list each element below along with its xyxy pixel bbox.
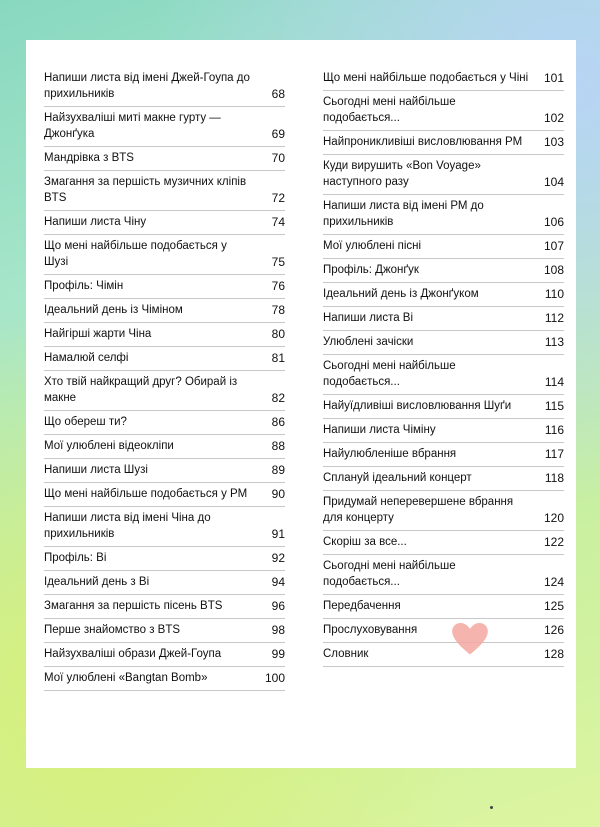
toc-entry[interactable] (44, 371, 285, 411)
toc-entry[interactable] (44, 435, 285, 459)
toc-entry-page: 98 (271, 623, 285, 637)
toc-entry-page: 126 (543, 623, 564, 637)
toc-entry-page: 124 (543, 575, 564, 589)
toc-entry[interactable] (323, 491, 564, 531)
toc-entry[interactable] (44, 643, 285, 667)
toc-entry[interactable] (44, 347, 285, 371)
toc-entry-page: 114 (544, 375, 564, 389)
toc-entry-page: 110 (544, 287, 564, 301)
toc-entry[interactable] (323, 531, 564, 555)
toc-right-column (323, 67, 564, 667)
toc-entry-title: Перше знайомство з BTS (44, 624, 181, 636)
toc-entry-title: Напиши листа від імені Джей-Гоупа до прихильників (44, 72, 250, 100)
toc-entry-page: 117 (544, 447, 564, 461)
toc-entry[interactable] (323, 91, 564, 131)
toc-entry[interactable] (44, 483, 285, 507)
toc-entry-title: Найуїдливіші висловлювання Шуґи (323, 400, 512, 412)
toc-entry-title: Напиши листа від імені Чіна до прихильників (44, 512, 211, 540)
toc-entry-page: 86 (271, 415, 285, 429)
toc-entry-title: Ідеальний день із Чіміном (44, 304, 183, 316)
toc-entry[interactable] (323, 131, 564, 155)
toc-entry[interactable] (323, 419, 564, 443)
toc-entry-title: Придумай неперевершене вбрання для концерту (323, 496, 514, 524)
toc-entry-title: Куди вирушить «Bon Voyage» наступного разу (323, 160, 481, 188)
toc-entry[interactable] (323, 595, 564, 619)
toc-entry[interactable] (323, 195, 564, 235)
toc-entry-page: 72 (271, 191, 285, 205)
toc-entry-title: Сплануй ідеальний концерт (323, 472, 472, 484)
toc-entry[interactable] (44, 235, 285, 275)
toc-left-column (44, 67, 285, 691)
heart-icon (451, 620, 489, 658)
toc-entry[interactable] (44, 571, 285, 595)
toc-entry-title: Мандрівка з BTS (44, 152, 134, 164)
toc-entry-page: 104 (543, 175, 564, 189)
toc-entry-title: Що мені найбільше подобається у Шузі (44, 240, 227, 268)
toc-entry-title: Змагання за першість музичних кліпів BTS (44, 176, 247, 204)
toc-entry-page: 74 (271, 215, 285, 229)
toc-entry-page: 113 (544, 335, 564, 349)
toc-entry-page: 115 (544, 399, 564, 413)
toc-entry-page: 96 (271, 599, 285, 613)
toc-entry-page: 118 (544, 471, 564, 485)
toc-entry-page: 69 (271, 127, 285, 141)
toc-entry[interactable] (44, 507, 285, 547)
toc-entry[interactable] (323, 355, 564, 395)
toc-entry-title: Змагання за першість пісень BTS (44, 600, 223, 612)
toc-entry-page: 80 (271, 327, 285, 341)
toc-entry[interactable] (44, 459, 285, 483)
toc-entry-title: Профіль: Чімін (44, 280, 124, 292)
toc-entry-page: 106 (543, 215, 564, 229)
toc-entry[interactable] (323, 283, 564, 307)
toc-page (26, 40, 576, 768)
toc-entry-page: 112 (544, 311, 564, 325)
toc-entry-title: Передбачення (323, 600, 401, 612)
toc-entry-page: 120 (543, 511, 564, 525)
toc-entry[interactable] (44, 107, 285, 147)
toc-entry[interactable] (44, 411, 285, 435)
toc-entry-title: Профіль: Ві (44, 552, 107, 564)
toc-entry-title: Прослуховування (323, 624, 418, 636)
toc-entry[interactable] (323, 259, 564, 283)
toc-entry-title: Напиши листа Чіну (44, 216, 147, 228)
toc-entry-page: 94 (271, 575, 285, 589)
toc-entry-page: 76 (271, 279, 285, 293)
toc-entry-page: 82 (271, 391, 285, 405)
toc-entry-page: 81 (271, 351, 285, 365)
toc-entry-page: 122 (543, 535, 564, 549)
toc-entry-title: Найулюбленіше вбрання (323, 448, 457, 460)
toc-entry-title: Мої улюблені відеокліпи (44, 440, 174, 452)
toc-entry-title: Мої улюблені пісні (323, 240, 422, 252)
toc-entry-page: 78 (271, 303, 285, 317)
toc-entry-title: Найзухваліші образи Джей-Гоупа (44, 648, 222, 660)
toc-entry[interactable] (323, 467, 564, 491)
toc-entry[interactable] (323, 619, 564, 643)
toc-entry-page: 100 (264, 671, 285, 685)
toc-entry[interactable] (44, 323, 285, 347)
toc-entry-page: 108 (543, 263, 564, 277)
toc-entry[interactable] (44, 595, 285, 619)
toc-entry[interactable] (323, 395, 564, 419)
toc-entry-title: Що обереш ти? (44, 416, 127, 428)
toc-entry-title: Сьогодні мені найбільше подобається... (323, 560, 456, 588)
toc-entry-title: Напиши листа від імені РМ до прихильників (323, 200, 484, 228)
toc-entry[interactable] (44, 211, 285, 235)
toc-entry-page: 116 (544, 423, 564, 437)
toc-entry[interactable] (44, 67, 285, 107)
toc-entry-title: Хто твій найкращий друг? Обирай із макне (44, 376, 238, 404)
toc-entry-title: Що мені найбільше подобається у РМ (44, 488, 248, 500)
toc-entry-page: 99 (271, 647, 285, 661)
toc-entry-title: Профіль: Джонґук (323, 264, 419, 276)
toc-entry-title: Скоріш за все... (323, 536, 407, 548)
toc-entry[interactable] (323, 307, 564, 331)
toc-entry-title: Намалюй селфі (44, 352, 129, 364)
toc-entry-title: Сьогодні мені найбільше подобається... (323, 96, 456, 124)
toc-entry-page: 125 (543, 599, 564, 613)
toc-entry[interactable] (323, 643, 564, 667)
toc-entry[interactable] (323, 443, 564, 467)
toc-entry[interactable] (323, 331, 564, 355)
toc-entry-page: 102 (543, 111, 564, 125)
toc-entry-page: 89 (271, 463, 285, 477)
toc-entry-title: Найгірші жарти Чіна (44, 328, 152, 340)
toc-entry-page: 88 (271, 439, 285, 453)
toc-entry[interactable] (44, 275, 285, 299)
toc-entry-title: Найпроникливіші висловлювання РМ (323, 136, 523, 148)
toc-entry[interactable] (44, 299, 285, 323)
toc-entry-title: Ідеальний день із Джонґуком (323, 288, 479, 300)
toc-entry-page: 75 (271, 255, 285, 269)
toc-entry[interactable] (44, 547, 285, 571)
toc-entry-page: 70 (271, 151, 285, 165)
toc-entry-page: 92 (271, 551, 285, 565)
decorative-dot (490, 806, 493, 809)
toc-entry-page: 107 (543, 239, 564, 253)
toc-entry[interactable] (323, 555, 564, 595)
toc-entry[interactable] (323, 67, 564, 91)
toc-entry[interactable] (44, 619, 285, 643)
toc-entry-page: 103 (543, 135, 564, 149)
toc-entry[interactable] (323, 155, 564, 195)
toc-entry-page: 128 (543, 647, 564, 661)
toc-entry-page: 91 (271, 527, 285, 541)
toc-entry-title: Напиши листа Ві (323, 312, 414, 324)
toc-entry-title: Мої улюблені «Bangtan Bomb» (44, 672, 208, 684)
toc-entry-title: Улюблені зачіски (323, 336, 414, 348)
toc-entry-title: Напиши листа Чіміну (323, 424, 436, 436)
toc-entry[interactable] (323, 235, 564, 259)
toc-entry-page: 68 (271, 87, 285, 101)
toc-entry[interactable] (44, 667, 285, 691)
toc-entry-title: Словник (323, 648, 369, 660)
toc-entry-page: 101 (543, 71, 564, 85)
toc-entry-page: 90 (271, 487, 285, 501)
toc-entry[interactable] (44, 147, 285, 171)
toc-entry-title: Що мені найбільше подобається у Чіні (323, 72, 529, 84)
toc-entry-title: Сьогодні мені найбільше подобається... (323, 360, 456, 388)
toc-entry-title: Ідеальний день з Ві (44, 576, 150, 588)
toc-entry-title: Напиши листа Шузі (44, 464, 148, 476)
toc-entry[interactable] (44, 171, 285, 211)
toc-entry-title: Найзухваліші миті макне гурту — Джонґука (44, 112, 221, 140)
